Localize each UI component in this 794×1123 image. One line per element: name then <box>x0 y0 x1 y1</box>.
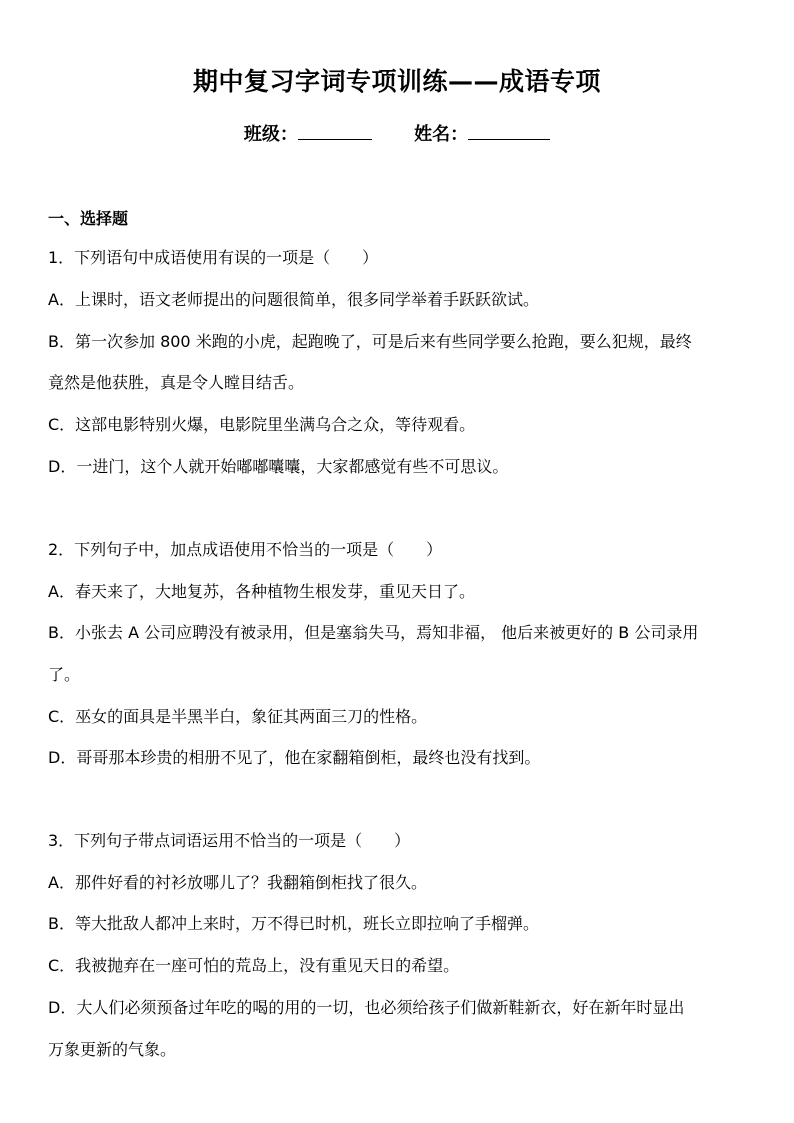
question-1-option-c: C．这部电影特别火爆，电影院里坐满乌合之众，等待观看。 <box>48 415 476 434</box>
question-3-option-d: D．大人们必须预备过年吃的喝的用的一切，也必须给孩子们做新鞋新衣，好在新年时显出 <box>48 998 685 1017</box>
question-1-option-a: A．上课时，语文老师提出的问题很简单，很多同学举着手跃跃欲试。 <box>48 290 539 309</box>
question-2-option-b-cont: 了。 <box>48 665 81 684</box>
section-heading: 一、选择题 <box>48 209 129 228</box>
name-label: 姓名： <box>414 124 469 145</box>
question-1-stem: 1．下列语句中成语使用有误的一项是（ ） <box>48 248 379 267</box>
class-label: 班级： <box>243 124 298 145</box>
question-2-option-a: A．春天来了，大地复苏，各种植物生根发芽，重见天日了。 <box>48 582 475 601</box>
question-2-option-c: C．巫女的面具是半黑半白，象征其两面三刀的性格。 <box>48 707 428 726</box>
question-1-option-b-cont: 竟然是他获胜，真是令人瞠目结舌。 <box>48 373 305 392</box>
question-3-option-d-cont: 万象更新的气象。 <box>48 1040 177 1059</box>
question-1-option-d: D．一进门，这个人就开始嘟嘟囔囔，大家都感觉有些不可思议。 <box>48 457 509 476</box>
question-3-option-c: C．我被抛弃在一座可怕的荒岛上，没有重见天日的希望。 <box>48 956 460 975</box>
question-3-option-b: B．等大批敌人都冲上来时，万不得已时机，班长立即拉响了手榴弹。 <box>48 914 539 933</box>
question-2-option-d: D．哥哥那本珍贵的相册不见了，他在家翻箱倒柜，最终也没有找到。 <box>48 748 541 767</box>
page-title: 期中复习字词专项训练——成语专项 <box>192 67 601 96</box>
question-2-stem: 2．下列句子中，加点成语使用不恰当的一项是（ ） <box>48 540 443 559</box>
name-field <box>414 120 550 146</box>
question-2-option-b: B．小张去 A 公司应聘没有被录用，但是塞翁失马，焉知非福， 他后来被更好的 B 公司录用 <box>48 623 699 642</box>
name-blank-line[interactable] <box>468 121 550 140</box>
question-3-stem: 3．下列句子带点词语运用不恰当的一项是（ ） <box>48 831 411 850</box>
question-3-option-a: A．那件好看的衬衫放哪儿了？我翻箱倒柜找了很久。 <box>48 873 427 892</box>
student-info-line <box>0 120 794 146</box>
class-field <box>244 120 372 146</box>
class-blank-line[interactable] <box>298 121 372 140</box>
question-1-option-b: B．第一次参加 800 米跑的小虎，起跑晚了，可是后来有些同学要么抢跑，要么犯规，最终 <box>48 332 692 351</box>
